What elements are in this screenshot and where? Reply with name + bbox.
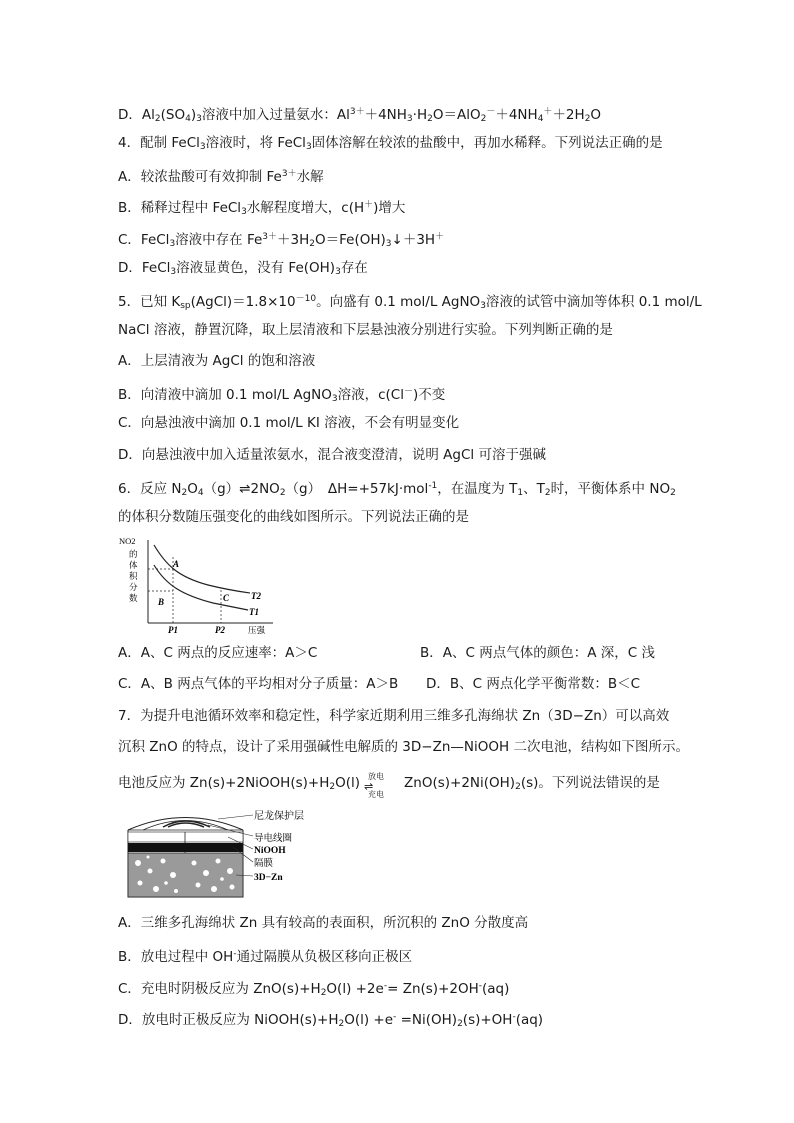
q4-stem: 4．配制 FeCl$_3$溶液时，将 FeCl$_3$固体溶解在较浓的盐酸中，再加水稀释。下列说法正确的是 [118, 135, 663, 152]
q7-stem: 7．为提升电池循环效率和稳定性，科学家近期利用三维多孔海绵状 Zn（3D−Zn）可以高效 [118, 708, 670, 724]
graph-ylabel-0: 的 [129, 550, 138, 560]
q4-option-b: B．稀释过程中 FeCl$_3$水解程度增大，c(H＋)增大 [118, 200, 406, 217]
q6-stem-cont: 的体积分数随压强变化的曲线如图所示。下列说法正确的是 [118, 509, 469, 525]
reversible-arrow: 放电 ⇌ 充电 [364, 772, 385, 799]
battery-label-coil: 导电线圈 [254, 833, 293, 844]
graph-ylabel-4: 数 [129, 594, 138, 604]
q7-option-d: D．放电时正极反应为 $NiOOH(s)+H_2O(l) +e^- =Ni(OH)_2(s)+OH^-(aq)$ [118, 1012, 544, 1029]
graph-ylabel-3: 分 [129, 583, 138, 593]
graph-point-c: C [223, 593, 230, 603]
graph-label-t2: T2 [251, 591, 261, 601]
q4-option-d: D．FeCl$_3$溶液显黄色，没有 $Fe(OH)_3$存在 [118, 260, 368, 277]
battery-label-nylon: 尼龙保护层 [254, 811, 304, 822]
graph-point-b: B [158, 597, 165, 607]
q7-option-a: A．三维多孔海绵状 Zn 具有较高的表面积，所沉积的 ZnO 分散度高 [118, 915, 529, 931]
q7-reaction: 电池反应为 $Zn(s)+2NiOOH(s)+H_2O(l)$ 放电 ⇌ 充电 $ZnO(s)+2Ni(OH)_2(s)$。下列说法错误的是 [118, 772, 660, 799]
pressure-volume-fraction-graph [118, 535, 278, 637]
graph-point-a: A [173, 559, 180, 569]
q5-stem: 5．已知 $K_{sp}(AgCl)=1.8\times 10^{-10}$。向盛有 0.1 mol/L AgNO$_3$溶液的试管中滴加等体积 0.1 mol/L [118, 294, 702, 311]
q6-stem: 6．反应 $N_2O_4(g)\rightleftharpoons 2NO_2(g)$ ΔH=+57kJ·mol$^{-1}$，在温度为 $T_1$、$T_2$时，平衡体系中 $NO_2$ [118, 481, 676, 498]
graph-label-p1: P1 [168, 625, 178, 635]
q6-option-b: B．A、C 两点气体的颜色：A 深，C 浅 [420, 645, 655, 661]
battery-structure-diagram [118, 805, 318, 905]
q6-option-d: D．B、C 两点化学平衡常数：B＜C [426, 676, 641, 692]
battery-label-niooh: NiOOH [254, 846, 286, 856]
q7-stem-cont: 沉积 ZnO 的特点，设计了采用强碱性电解质的 3D−Zn—NiOOH 二次电池，结构如下图所示。 [118, 739, 689, 755]
q4-option-c: C．FeCl$_3$溶液中存在 $Fe^{3+}+3H_2O=Fe(OH)_3↓+3H^+$ [118, 232, 445, 249]
graph-label-t1: T1 [249, 607, 259, 617]
q5-option-d: D．向悬浊液中加入适量浓氨水，混合液变澄清，说明 AgCl 可溶于强碱 [118, 447, 546, 463]
graph-ylabel-2: 积 [129, 572, 138, 582]
graph-label-p2: P2 [215, 625, 225, 635]
q6-option-a: A．A、C 两点的反应速率：A＞C [118, 645, 318, 661]
curve-t1 [154, 565, 248, 610]
q6-option-c: C．A、B 两点气体的平均相对分子质量：A＞B [118, 676, 399, 692]
q7-option-c: C．充电时阴极反应为 $ZnO(s)+H_2O(l) +2e^-= Zn(s)+2OH^-(aq)$ [118, 981, 510, 998]
graph-xlabel: 压强 [248, 626, 266, 636]
q7-option-b: B．放电过程中 OH-通过隔膜从负极区移向正极区 [118, 949, 413, 965]
graph-ylabel-1: 体 [129, 561, 138, 571]
graph-ylabel-top: NO2 [119, 536, 136, 546]
battery-label-separator: 隔膜 [254, 858, 274, 869]
q5-stem-cont: NaCl 溶液，静置沉降，取上层清液和下层悬浊液分别进行实验。下列判断正确的是 [118, 322, 613, 338]
q3-option-d: D．$Al_2(SO_4)_3$溶液中加入过量氨水：$Al^{3+}+4NH_3\cdot H_2O=AlO_2^-+4NH_4^++2H_2O$ [118, 107, 602, 124]
q5-option-b: B．向清液中滴加 0.1 mol/L AgNO$_3$溶液，c(Cl－)不变 [118, 387, 446, 404]
q5-option-a: A．上层清液为 AgCl 的饱和溶液 [118, 353, 316, 369]
battery-label-zn: 3D−Zn [254, 873, 283, 883]
q4-option-a: A．较浓盐酸可有效抑制 $Fe^{3+}$水解 [118, 169, 324, 185]
q5-option-c: C．向悬浊液中滴加 0.1 mol/L KI 溶液，不会有明显变化 [118, 415, 460, 431]
